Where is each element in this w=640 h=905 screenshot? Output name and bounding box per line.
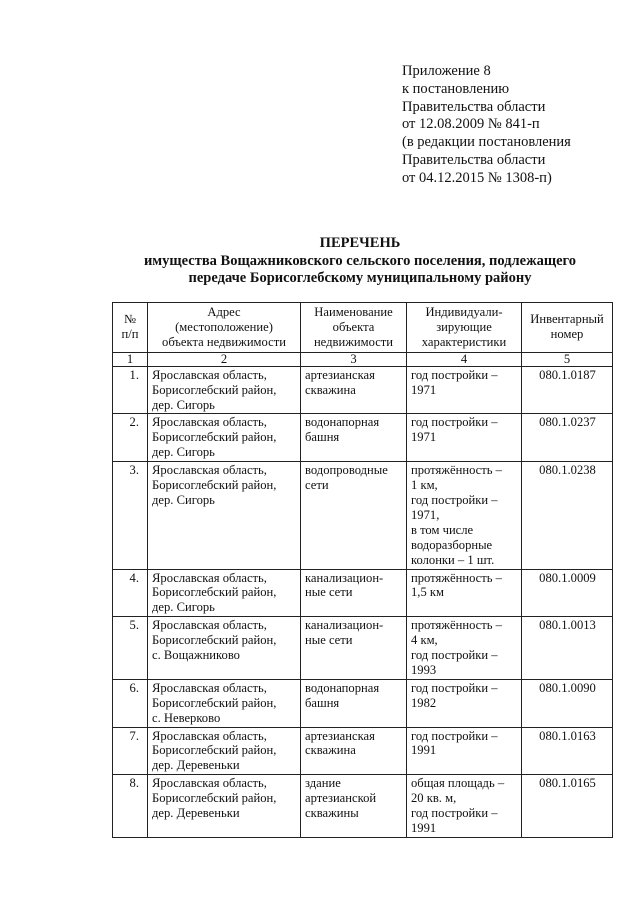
table-row xyxy=(113,617,613,680)
header-cell-characteristics xyxy=(407,303,522,353)
cell-line: дер. Деревеньки xyxy=(152,758,240,773)
cell-line: башня xyxy=(305,695,340,710)
inventory-number-cell: 080.1.0163 xyxy=(522,727,613,775)
inventory-number-cell: 080.1.0090 xyxy=(522,679,613,727)
cell-line: зирующие xyxy=(436,319,492,334)
cell-line: Индивидуали- xyxy=(425,305,503,319)
cell-line: номер xyxy=(550,327,584,342)
cell-line: дер. Сигорь xyxy=(152,397,215,412)
cell-line: водонапорная xyxy=(305,680,380,695)
row-number-cell: 6. xyxy=(113,679,148,727)
cell-line: протяжённость – xyxy=(411,463,502,478)
table-row xyxy=(113,679,613,727)
row-number-cell: 2. xyxy=(113,414,148,462)
appendix-line: Правительства области xyxy=(402,98,546,115)
cell-line: Адрес xyxy=(207,305,241,319)
address-cell xyxy=(148,775,301,838)
appendix-line: от 04.12.2015 № 1308-п) xyxy=(402,169,552,186)
cell-line: общая площадь – xyxy=(411,776,505,791)
row-number-cell: 1. xyxy=(113,366,148,414)
cell-line: недвижимости xyxy=(313,334,394,349)
address-cell xyxy=(148,617,301,680)
cell-line: 1 км, xyxy=(411,478,438,493)
inventory-number-cell: 080.1.0187 xyxy=(522,366,613,414)
cell-line: Борисоглебский район, xyxy=(152,585,277,600)
cell-line: год постройки – xyxy=(411,415,498,430)
cell-line: Ярославская область, xyxy=(152,570,267,585)
cell-line: 1982 xyxy=(411,695,437,710)
cell-line: артезианская xyxy=(305,367,375,382)
inventory-number-cell: 080.1.0009 xyxy=(522,569,613,617)
cell-line: объекта недвижимости xyxy=(162,334,286,349)
inventory-number-cell: 080.1.0237 xyxy=(522,414,613,462)
header-cell-name xyxy=(301,303,407,353)
cell-line: сети xyxy=(305,478,329,493)
column-number-row xyxy=(113,352,613,366)
table-body xyxy=(113,366,613,837)
table-row xyxy=(113,569,613,617)
cell-line: дер. Деревеньки xyxy=(152,806,240,821)
cell-line: (местоположение) xyxy=(175,319,273,334)
header-cell-address xyxy=(148,303,301,353)
cell-line: дер. Сигорь xyxy=(152,445,215,460)
name-cell xyxy=(301,617,407,680)
cell-line: Борисоглебский район, xyxy=(152,743,277,758)
appendix-line: Приложение 8 xyxy=(402,63,491,79)
cell-line: Борисоглебский район, xyxy=(152,695,277,710)
address-cell xyxy=(148,414,301,462)
name-cell xyxy=(301,775,407,838)
cell-line: водопроводные xyxy=(305,463,388,478)
cell-line: Ярославская область, xyxy=(152,776,267,791)
row-number-cell: 5. xyxy=(113,617,148,680)
cell-line: здание xyxy=(305,776,341,791)
cell-line: год постройки – xyxy=(411,680,498,695)
cell-line: Ярославская область, xyxy=(152,618,267,633)
inventory-number-cell: 080.1.0013 xyxy=(522,617,613,680)
address-cell xyxy=(148,727,301,775)
cell-line: ные сети xyxy=(305,633,353,648)
cell-line: Наименование xyxy=(314,305,393,319)
name-cell xyxy=(301,366,407,414)
cell-line: Ярославская область, xyxy=(152,680,267,695)
name-cell xyxy=(301,679,407,727)
cell-line: Борисоглебский район, xyxy=(152,430,277,445)
column-number: 3 xyxy=(301,352,407,366)
cell-line: канализацион- xyxy=(305,618,384,633)
cell-line: № xyxy=(123,312,137,327)
cell-line: Ярославская область, xyxy=(152,463,267,478)
inventory-number-cell: 080.1.0165 xyxy=(522,775,613,838)
appendix-line: Правительства области xyxy=(402,151,546,168)
cell-line: протяжённость – xyxy=(411,570,502,585)
characteristics-cell xyxy=(407,617,522,680)
characteristics-cell xyxy=(407,569,522,617)
cell-line: с. Вощажниково xyxy=(152,648,240,663)
inventory-number-cell: 080.1.0238 xyxy=(522,462,613,569)
appendix-note xyxy=(402,63,571,188)
characteristics-cell xyxy=(407,775,522,838)
name-cell xyxy=(301,414,407,462)
document-title xyxy=(80,235,640,288)
cell-line: Борисоглебский район, xyxy=(152,633,277,648)
cell-line: колонки – 1 шт. xyxy=(411,552,495,567)
header-cell-number xyxy=(113,303,148,353)
table-row xyxy=(113,727,613,775)
cell-line: скважина xyxy=(305,743,356,758)
cell-line: Борисоглебский район, xyxy=(152,382,277,397)
cell-line: в том числе xyxy=(411,522,474,537)
title-heading: ПЕРЕЧЕНЬ xyxy=(319,235,401,251)
cell-line: башня xyxy=(305,430,340,445)
cell-line: водонапорная xyxy=(305,415,380,430)
cell-line: год постройки – xyxy=(411,806,498,821)
cell-line: характеристики xyxy=(421,334,507,349)
appendix-line: к постановлению xyxy=(402,80,510,97)
table-row xyxy=(113,414,613,462)
cell-line: Борисоглебский район, xyxy=(152,791,277,806)
property-table xyxy=(112,302,613,838)
cell-line: канализацион- xyxy=(305,570,384,585)
cell-line: 1971 xyxy=(411,382,437,397)
cell-line: с. Неверково xyxy=(152,710,221,725)
cell-line: год постройки – xyxy=(411,492,498,507)
row-number-cell: 4. xyxy=(113,569,148,617)
cell-line: Ярославская область, xyxy=(152,415,267,430)
cell-line: 1,5 км xyxy=(411,585,444,600)
cell-line: скважина xyxy=(305,382,356,397)
characteristics-cell xyxy=(407,727,522,775)
characteristics-cell xyxy=(407,679,522,727)
cell-line: 1991 xyxy=(411,743,437,758)
cell-line: скважины xyxy=(305,806,359,821)
table-row xyxy=(113,366,613,414)
title-line: имущества Вощажниковского сельского поселения, подлежащего xyxy=(143,252,577,269)
cell-line: 1971, xyxy=(411,507,440,522)
title-line: передаче Борисоглебскому муниципальному району xyxy=(188,270,532,286)
cell-line: Ярославская область, xyxy=(152,367,267,382)
cell-line: Ярославская область, xyxy=(152,728,267,743)
cell-line: дер. Сигорь xyxy=(152,492,215,507)
column-number: 4 xyxy=(407,352,522,366)
address-cell xyxy=(148,679,301,727)
cell-line: 20 кв. м, xyxy=(411,791,457,806)
row-number-cell: 8. xyxy=(113,775,148,838)
name-cell xyxy=(301,727,407,775)
cell-line: Инвентарный xyxy=(530,312,604,327)
table-header-row xyxy=(113,303,613,353)
cell-line: п/п xyxy=(121,327,139,342)
cell-line: год постройки – xyxy=(411,367,498,382)
characteristics-cell xyxy=(407,366,522,414)
cell-line: 1991 xyxy=(411,821,437,835)
appendix-line: (в редакции постановления xyxy=(402,134,571,151)
cell-line: протяжённость – xyxy=(411,618,502,633)
column-number: 5 xyxy=(522,352,613,366)
row-number-cell: 7. xyxy=(113,727,148,775)
column-number: 2 xyxy=(148,352,301,366)
cell-line: водоразборные xyxy=(411,537,493,552)
table-row xyxy=(113,775,613,838)
address-cell xyxy=(148,569,301,617)
cell-line: Борисоглебский район, xyxy=(152,478,277,493)
cell-line: 1971 xyxy=(411,430,437,445)
cell-line: артезианской xyxy=(305,791,377,806)
appendix-line: от 12.08.2009 № 841-п xyxy=(402,116,540,133)
cell-line: дер. Сигорь xyxy=(152,600,215,615)
header-cell-inventory xyxy=(522,303,613,353)
row-number-cell: 3. xyxy=(113,462,148,569)
cell-line: объекта xyxy=(332,319,375,334)
address-cell xyxy=(148,462,301,569)
cell-line: 4 км, xyxy=(411,633,438,648)
cell-line: год постройки – xyxy=(411,728,498,743)
address-cell xyxy=(148,366,301,414)
column-number: 1 xyxy=(113,352,148,366)
cell-line: ные сети xyxy=(305,585,353,600)
characteristics-cell xyxy=(407,462,522,569)
name-cell xyxy=(301,569,407,617)
cell-line: 1993 xyxy=(411,662,437,677)
characteristics-cell xyxy=(407,414,522,462)
cell-line: год постройки – xyxy=(411,648,498,663)
cell-line: артезианская xyxy=(305,728,375,743)
table-row xyxy=(113,462,613,569)
name-cell xyxy=(301,462,407,569)
